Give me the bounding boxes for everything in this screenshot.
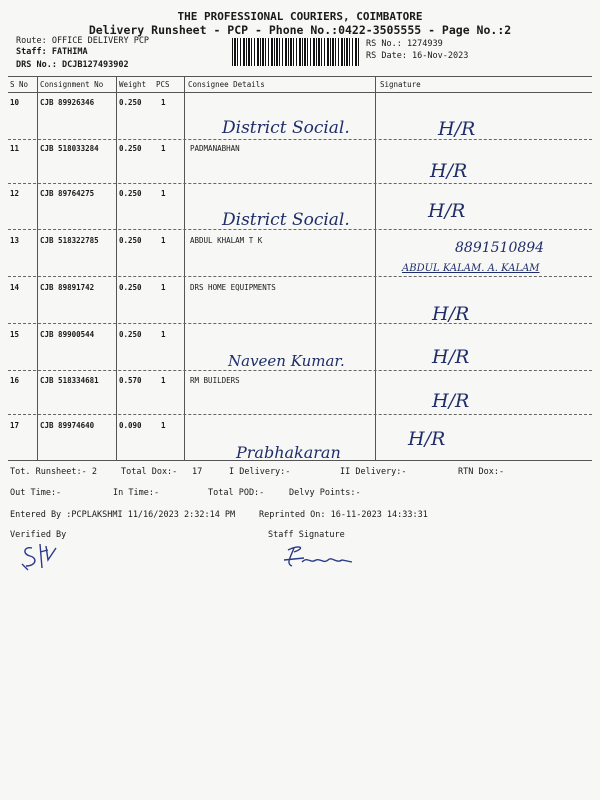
runsheet-title: Delivery Runsheet - PCP - Phone No.:0422-3505555 - Page No.:2 (88, 23, 512, 37)
row-consignment: CJB 89891742 (40, 283, 95, 292)
handwritten-hr: H/R (432, 346, 470, 368)
row-consignee: PADMANABHAN (190, 144, 240, 153)
row-consignee: ABDUL KHALAM T K (190, 236, 263, 245)
staff-signature (280, 542, 360, 572)
handwritten-consignee: District Social. (222, 210, 350, 230)
delivery-points: Delvy Points:- (289, 488, 361, 498)
row-divider (8, 139, 592, 140)
row-consignment: CJB 518322785 (40, 236, 99, 245)
total-dox-label: Total Dox:- (121, 467, 178, 477)
table-top-border (8, 76, 592, 77)
row-weight: 0.250 (119, 189, 142, 198)
in-time: In Time:- (113, 488, 160, 498)
row-pcs: 1 (161, 283, 166, 292)
row-divider (8, 323, 592, 324)
header-consignee: Consignee Details (188, 80, 265, 89)
row-weight: 0.250 (119, 236, 142, 245)
company-name: THE PROFESSIONAL COURIERS, COIMBATORE (177, 10, 423, 23)
row-divider (8, 414, 592, 415)
row-consignee: DRS HOME EQUIPMENTS (190, 283, 276, 292)
column-divider (116, 76, 117, 460)
verified-by-label: Verified By (10, 530, 67, 540)
handwritten-hr: H/R (408, 428, 446, 450)
column-divider (37, 76, 38, 460)
row-sno: 16 (10, 376, 20, 385)
table-header-border (8, 92, 592, 93)
row-consignment: CJB 89900544 (40, 330, 95, 339)
row-weight: 0.090 (119, 421, 142, 430)
row-consignee: RM BUILDERS (190, 376, 240, 385)
row-weight: 0.570 (119, 376, 142, 385)
reprinted-on: Reprinted On: 16-11-2023 14:33:31 (259, 510, 428, 520)
row-weight: 0.250 (119, 330, 142, 339)
header-signature: Signature (380, 80, 421, 89)
row-sno: 13 (10, 236, 20, 245)
rs-number: RS No.: 1274939 (366, 39, 443, 49)
row-pcs: 1 (161, 189, 166, 198)
staff-label: Staff: FATHIMA (16, 47, 88, 57)
row-consignment: CJB 518033284 (40, 144, 99, 153)
row-divider (8, 370, 592, 371)
out-time: Out Time:- (10, 488, 62, 498)
row-sno: 15 (10, 330, 20, 339)
drs-number: DRS No.: DCJB127493902 (16, 60, 129, 70)
entered-by: Entered By :PCPLAKSHMI 11/16/2023 2:32:14 PM (10, 510, 236, 520)
handwritten-hr: H/R (438, 118, 476, 140)
row-consignment: CJB 89764275 (40, 189, 95, 198)
header-weight: Weight (119, 80, 147, 89)
row-sno: 17 (10, 421, 20, 430)
barcode (232, 38, 360, 66)
row-weight: 0.250 (119, 283, 142, 292)
row-sno: 12 (10, 189, 20, 198)
row-sno: 14 (10, 283, 20, 292)
row-pcs: 1 (161, 236, 166, 245)
handwritten-hr: H/R (432, 390, 470, 412)
row-pcs: 1 (161, 98, 166, 107)
row-sno: 10 (10, 98, 20, 107)
header-pcs: PCS (156, 80, 170, 89)
handwritten-consignee: Naveen Kumar. (228, 352, 345, 370)
route-label: Route: OFFICE DELIVERY PCP (16, 36, 150, 46)
handwritten-hr: H/R (432, 303, 470, 325)
column-divider (184, 76, 185, 460)
total-runsheet: Tot. Runsheet:- 2 (10, 467, 97, 477)
total-pod: Total POD:- (208, 488, 265, 498)
header-sno: S No (10, 80, 29, 89)
row-pcs: 1 (161, 421, 166, 430)
handwritten-receiver-signature: ABDUL KALAM. A. KALAM (402, 263, 540, 274)
handwritten-phone: 8891510894 (455, 240, 545, 256)
row-divider (8, 183, 592, 184)
header-consignment: Consignment No (40, 80, 104, 89)
handwritten-hr: H/R (430, 160, 468, 182)
ii-delivery: II Delivery:- (340, 467, 407, 477)
row-pcs: 1 (161, 330, 166, 339)
row-divider (8, 276, 592, 277)
i-delivery: I Delivery:- (229, 467, 291, 477)
row-consignment: CJB 89974640 (40, 421, 95, 430)
handwritten-consignee: Prabhakaran (236, 443, 341, 462)
row-pcs: 1 (161, 376, 166, 385)
rs-date: RS Date: 16-Nov-2023 (366, 51, 469, 61)
rtn-dox: RTN Dox:- (458, 467, 505, 477)
row-sno: 11 (10, 144, 20, 153)
row-pcs: 1 (161, 144, 166, 153)
row-weight: 0.250 (119, 144, 142, 153)
handwritten-hr: H/R (428, 200, 466, 222)
verified-by-signature (18, 542, 68, 572)
row-weight: 0.250 (119, 98, 142, 107)
column-divider (375, 76, 376, 460)
row-consignment: CJB 89926346 (40, 98, 95, 107)
staff-signature-label: Staff Signature (268, 530, 345, 540)
handwritten-consignee: District Social. (222, 118, 350, 138)
total-dox-value: 17 (192, 467, 203, 477)
row-consignment: CJB 518334681 (40, 376, 99, 385)
